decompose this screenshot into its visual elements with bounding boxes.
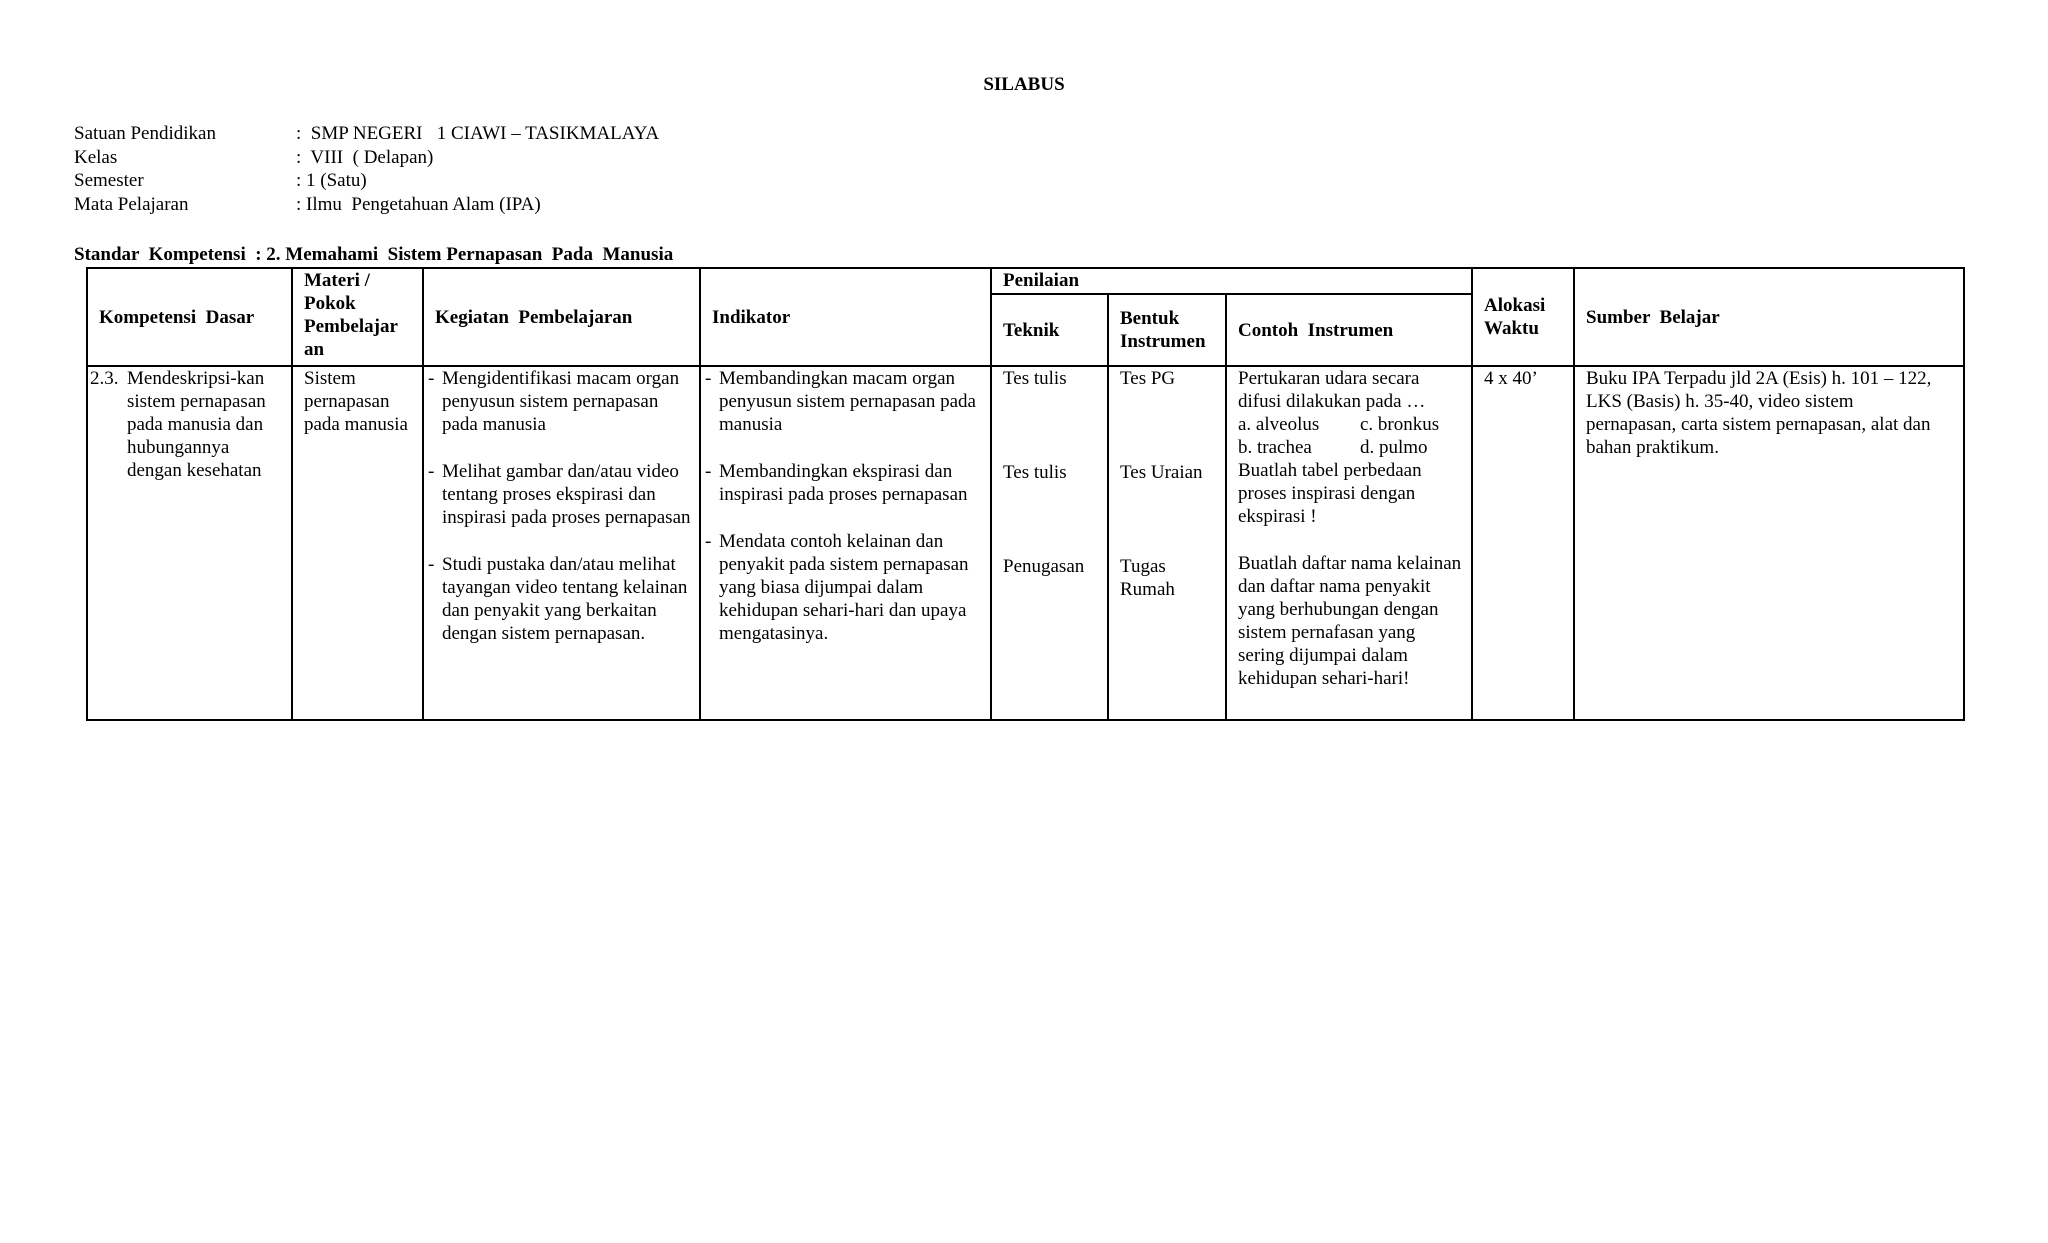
info-row-kelas [74, 146, 659, 170]
cell-bentuk [1108, 366, 1226, 720]
contoh-q1: Pertukaran udara secara difusi dilakukan pada … [1238, 368, 1426, 412]
teknik-item: Tes tulis [1003, 462, 1067, 483]
info-value: : VIII ( Delapan) [296, 146, 434, 168]
teknik-item: Tes tulis [1003, 368, 1067, 389]
info-value: : 1 (Satu) [296, 170, 367, 191]
sumber-text: Buku IPA Terpadu jld 2A (Esis) h. 101 – 122, LKS (Basis) h. 35-40, video sistem pernapasan, carta sistem pernapasan, alat dan bahan praktikum. [1586, 368, 1932, 458]
header-contoh-instrumen: Contoh Instrumen [1226, 294, 1472, 366]
cell-kompetensi-dasar [87, 366, 292, 720]
header-kegiatan: Kegiatan Pembelajaran [423, 268, 700, 366]
cell-teknik [991, 366, 1108, 720]
header-penilaian: Penilaian [991, 268, 1472, 294]
cell-kegiatan [423, 366, 700, 720]
header-alokasi-waktu: Alokasi Waktu [1472, 268, 1574, 366]
header-materi: Materi / Pokok Pembelajar an [292, 268, 423, 366]
kd-number: 2.3. [90, 368, 119, 389]
kd-text: Mendeskripsi-kan sistem pernapasan pada manusia dan hubungannya dengan kesehatan [127, 368, 266, 481]
cell-indikator [700, 366, 991, 720]
bentuk-item: Tes PG [1120, 368, 1176, 389]
info-value: : Ilmu Pengetahuan Alam (IPA) [296, 193, 541, 215]
info-label: Mata Pelajaran [74, 193, 189, 215]
header-sumber-belajar: Sumber Belajar [1574, 268, 1964, 366]
teknik-item: Penugasan [1003, 556, 1085, 577]
info-label: Semester [74, 170, 144, 191]
cell-sumber [1574, 366, 1964, 720]
info-label: Kelas [74, 146, 118, 168]
list-item: - Melihat gambar dan/atau video tentang proses ekspirasi dan inspirasi pada proses pernapasan [428, 461, 691, 528]
info-value: : SMP NEGERI 1 CIAWI – TASIKMALAYA [296, 123, 660, 144]
contoh-q3: Buatlah daftar nama kelainan dan daftar nama penyakit yang berhubungan dengan sistem pernafasan yang sering dijumpai dalam kehidupan sehari-hari! [1238, 553, 1462, 689]
silabus-table [86, 267, 1965, 721]
list-item: - Membandingkan ekspirasi dan inspirasi pada proses pernapasan [705, 461, 968, 505]
standar-kompetensi: Standar Kompetensi : 2. Memahami Sistem Pernapasan Pada Manusia [74, 244, 674, 265]
info-row-satuan [74, 122, 659, 146]
materi-text: Sistem pernapasan pada manusia [304, 368, 408, 435]
header-kompetensi-dasar: Kompetensi Dasar [87, 268, 292, 366]
contoh-q2: Buatlah tabel perbedaan proses inspirasi dengan ekspirasi ! [1238, 460, 1422, 527]
info-row-mapel [74, 193, 659, 217]
header-bentuk-instrumen: Bentuk Instrumen [1108, 294, 1226, 366]
header-row-1 [87, 268, 1964, 294]
bentuk-item: Tes Uraian [1120, 462, 1203, 483]
list-item: - Studi pustaka dan/atau melihat tayangan video tentang kelainan dan penyakit yang berkaitan dengan sistem pernapasan. [428, 554, 688, 644]
list-item: - Membandingkan macam organ penyusun sistem pernapasan pada manusia [705, 368, 976, 435]
contoh-options: b. trachea d. pulmo [1238, 437, 1428, 458]
info-row-semester [74, 169, 659, 193]
list-item: - Mendata contoh kelainan dan penyakit pada sistem pernapasan yang biasa dijumpai dalam kehidupan sehari-hari dan upaya mengatasinya. [705, 531, 969, 644]
cell-alokasi [1472, 366, 1574, 720]
header-indikator: Indikator [700, 268, 991, 366]
header-teknik: Teknik [991, 294, 1108, 366]
cell-materi [292, 366, 423, 720]
cell-contoh [1226, 366, 1472, 720]
document-title: SILABUS [983, 74, 1065, 95]
contoh-options: a. alveolus c. bronkus [1238, 414, 1440, 435]
info-label: Satuan Pendidikan [74, 123, 216, 144]
alokasi-text: 4 x 40’ [1484, 368, 1538, 389]
list-item: - Mengidentifikasi macam organ penyusun sistem pernapasan pada manusia [428, 368, 680, 435]
table-row [87, 366, 1964, 720]
bentuk-item: Tugas Rumah [1120, 556, 1175, 600]
info-block [74, 122, 659, 216]
